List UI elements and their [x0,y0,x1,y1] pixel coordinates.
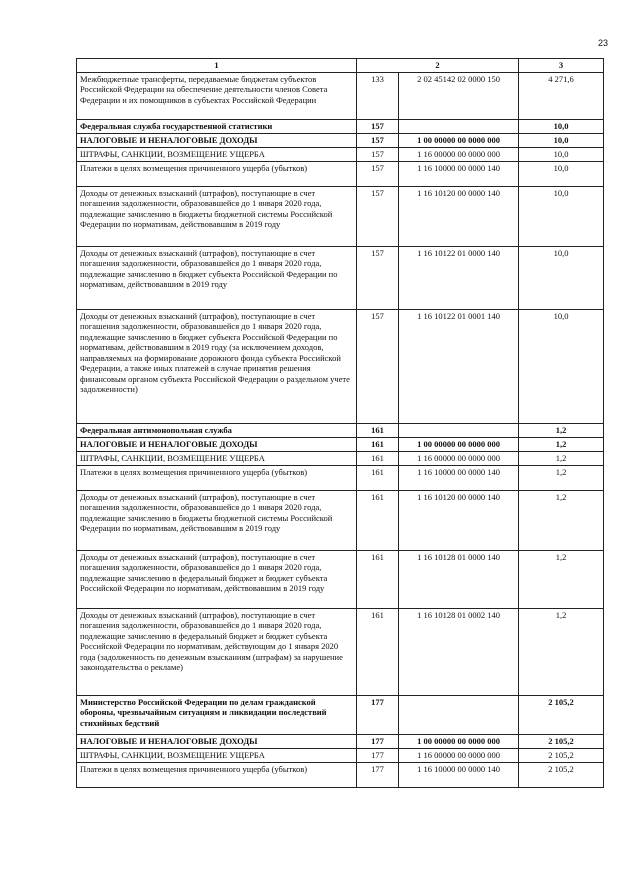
cell-kbk [399,695,519,734]
cell-amount: 10,0 [519,246,604,309]
table-row [77,161,604,186]
table-row [77,309,604,423]
cell-code: 161 [357,490,399,550]
cell-code: 177 [357,734,399,748]
cell-amount: 1,2 [519,608,604,695]
cell-kbk: 1 16 00000 00 0000 000 [399,147,519,161]
cell-desc: ШТРАФЫ, САНКЦИИ, ВОЗМЕЩЕНИЕ УЩЕРБА [77,147,357,161]
cell-desc: НАЛОГОВЫЕ И НЕНАЛОГОВЫЕ ДОХОДЫ [77,437,357,451]
table-row [77,119,604,133]
header-col-2: 2 [357,59,519,73]
cell-amount: 1,2 [519,465,604,490]
table-row [77,437,604,451]
cell-code: 157 [357,133,399,147]
cell-amount: 10,0 [519,309,604,423]
cell-kbk: 1 16 10000 00 0000 140 [399,161,519,186]
cell-kbk: 1 16 10122 01 0000 140 [399,246,519,309]
cell-kbk: 2 02 45142 02 0000 150 [399,72,519,119]
cell-desc: ШТРАФЫ, САНКЦИИ, ВОЗМЕЩЕНИЕ УЩЕРБА [77,451,357,465]
cell-code: 157 [357,147,399,161]
header-col-1: 1 [77,59,357,73]
cell-kbk [399,423,519,437]
cell-kbk: 1 16 10120 00 0000 140 [399,490,519,550]
cell-amount: 2 105,2 [519,695,604,734]
table-row [77,748,604,762]
cell-code: 161 [357,550,399,608]
cell-amount: 10,0 [519,133,604,147]
cell-code: 161 [357,437,399,451]
cell-kbk: 1 16 10000 00 0000 140 [399,465,519,490]
cell-code: 177 [357,748,399,762]
cell-code: 133 [357,72,399,119]
cell-kbk: 1 00 00000 00 0000 000 [399,437,519,451]
cell-kbk: 1 16 00000 00 0000 000 [399,748,519,762]
cell-kbk: 1 16 10122 01 0001 140 [399,309,519,423]
cell-kbk [399,119,519,133]
cell-amount: 2 105,2 [519,762,604,787]
cell-kbk: 1 16 10120 00 0000 140 [399,186,519,246]
cell-code: 157 [357,119,399,133]
cell-amount: 1,2 [519,550,604,608]
cell-desc: Платежи в целях возмещения причиненного ущерба (убытков) [77,161,357,186]
table-row [77,147,604,161]
table-row [77,451,604,465]
cell-desc: Межбюджетные трансферты, передаваемые бюджетам субъектов Российской Федерации на обеспечение деятельности членов Совета Федерации и их помощников в субъектах Российской Федерации [77,72,357,119]
cell-amount: 1,2 [519,423,604,437]
cell-amount: 10,0 [519,161,604,186]
cell-code: 177 [357,762,399,787]
cell-desc: Доходы от денежных взысканий (штрафов), поступающие в счет погашения задолженности, образовавшейся до 1 января 2020 года, подлежащие зачислению в бюджеты бюджетной системы Российской Федерации по нормативам, действовавшим в 2019 году [77,490,357,550]
cell-amount: 10,0 [519,147,604,161]
cell-code: 157 [357,246,399,309]
cell-desc: ШТРАФЫ, САНКЦИИ, ВОЗМЕЩЕНИЕ УЩЕРБА [77,748,357,762]
cell-amount: 2 105,2 [519,734,604,748]
table-row [77,246,604,309]
revenue-table [76,58,604,788]
table-row [77,423,604,437]
table-row [77,695,604,734]
table-row [77,133,604,147]
cell-desc: Доходы от денежных взысканий (штрафов), поступающие в счет погашения задолженности, образовавшейся до 1 января 2020 года, подлежащие зачислению в бюджеты бюджетной системы Российской Федерации по нормативам, действовавшим в 2019 году [77,186,357,246]
header-col-3: 3 [519,59,604,73]
cell-code: 161 [357,608,399,695]
cell-desc: Платежи в целях возмещения причиненного ущерба (убытков) [77,465,357,490]
cell-desc: Федеральная служба государственной статистики [77,119,357,133]
cell-desc: Доходы от денежных взысканий (штрафов), поступающие в счет погашения задолженности, образовавшейся до 1 января 2020 года, подлежащие зачислению в бюджет субъекта Российской Федерации по нормативам, действовавшим в 2019 году (за исключением доходов, направляемых на формирование дорожного фонда субъекта Российской Федерации, а также иных платежей в случае принятия решения финансовым органом субъекта Российской Федерации о раздельном учете задолженности) [77,309,357,423]
cell-desc: Федеральная антимонопольная служба [77,423,357,437]
cell-kbk: 1 00 00000 00 0000 000 [399,734,519,748]
cell-amount: 1,2 [519,451,604,465]
cell-code: 157 [357,186,399,246]
cell-kbk: 1 16 10000 00 0000 140 [399,762,519,787]
page-number: 23 [598,38,609,48]
table-row [77,550,604,608]
cell-amount: 1,2 [519,437,604,451]
cell-amount: 10,0 [519,119,604,133]
table-row [77,72,604,119]
cell-code: 161 [357,423,399,437]
table-row [77,734,604,748]
cell-kbk: 1 16 10128 01 0002 140 [399,608,519,695]
table-header-row [77,59,604,73]
table-row [77,608,604,695]
cell-kbk: 1 16 00000 00 0000 000 [399,451,519,465]
cell-desc: Министерство Российской Федерации по делам гражданской обороны, чрезвычайным ситуациям и ликвидации последствий стихийных бедствий [77,695,357,734]
table-row [77,490,604,550]
cell-desc: Доходы от денежных взысканий (штрафов), поступающие в счет погашения задолженности, образовавшейся до 1 января 2020 года, подлежащие зачислению в федеральный бюджет и бюджет субъекта Российской Федерации по нормативам, действующим до 1 января 2020 года (задолженность по денежным взысканиям (штрафам) за нарушение законодательства о рекламе) [77,608,357,695]
cell-amount: 2 105,2 [519,748,604,762]
cell-code: 161 [357,451,399,465]
cell-kbk: 1 16 10128 01 0000 140 [399,550,519,608]
cell-code: 157 [357,161,399,186]
cell-code: 157 [357,309,399,423]
cell-kbk: 1 00 00000 00 0000 000 [399,133,519,147]
cell-desc: НАЛОГОВЫЕ И НЕНАЛОГОВЫЕ ДОХОДЫ [77,133,357,147]
table-row [77,762,604,787]
cell-desc: НАЛОГОВЫЕ И НЕНАЛОГОВЫЕ ДОХОДЫ [77,734,357,748]
table-row [77,465,604,490]
cell-code: 177 [357,695,399,734]
cell-code: 161 [357,465,399,490]
cell-amount: 4 271,6 [519,72,604,119]
cell-amount: 1,2 [519,490,604,550]
cell-amount: 10,0 [519,186,604,246]
cell-desc: Доходы от денежных взысканий (штрафов), поступающие в счет погашения задолженности, образовавшейся до 1 января 2020 года, подлежащие зачислению в федеральный бюджет и бюджет субъекта Российской Федерации по нормативам, действовавшим в 2019 году [77,550,357,608]
table-row [77,186,604,246]
cell-desc: Доходы от денежных взысканий (штрафов), поступающие в счет погашения задолженности, образовавшейся до 1 января 2020 года, подлежащие зачислению в бюджет субъекта Российской Федерации по нормативам, действовавшим в 2019 году [77,246,357,309]
cell-desc: Платежи в целях возмещения причиненного ущерба (убытков) [77,762,357,787]
